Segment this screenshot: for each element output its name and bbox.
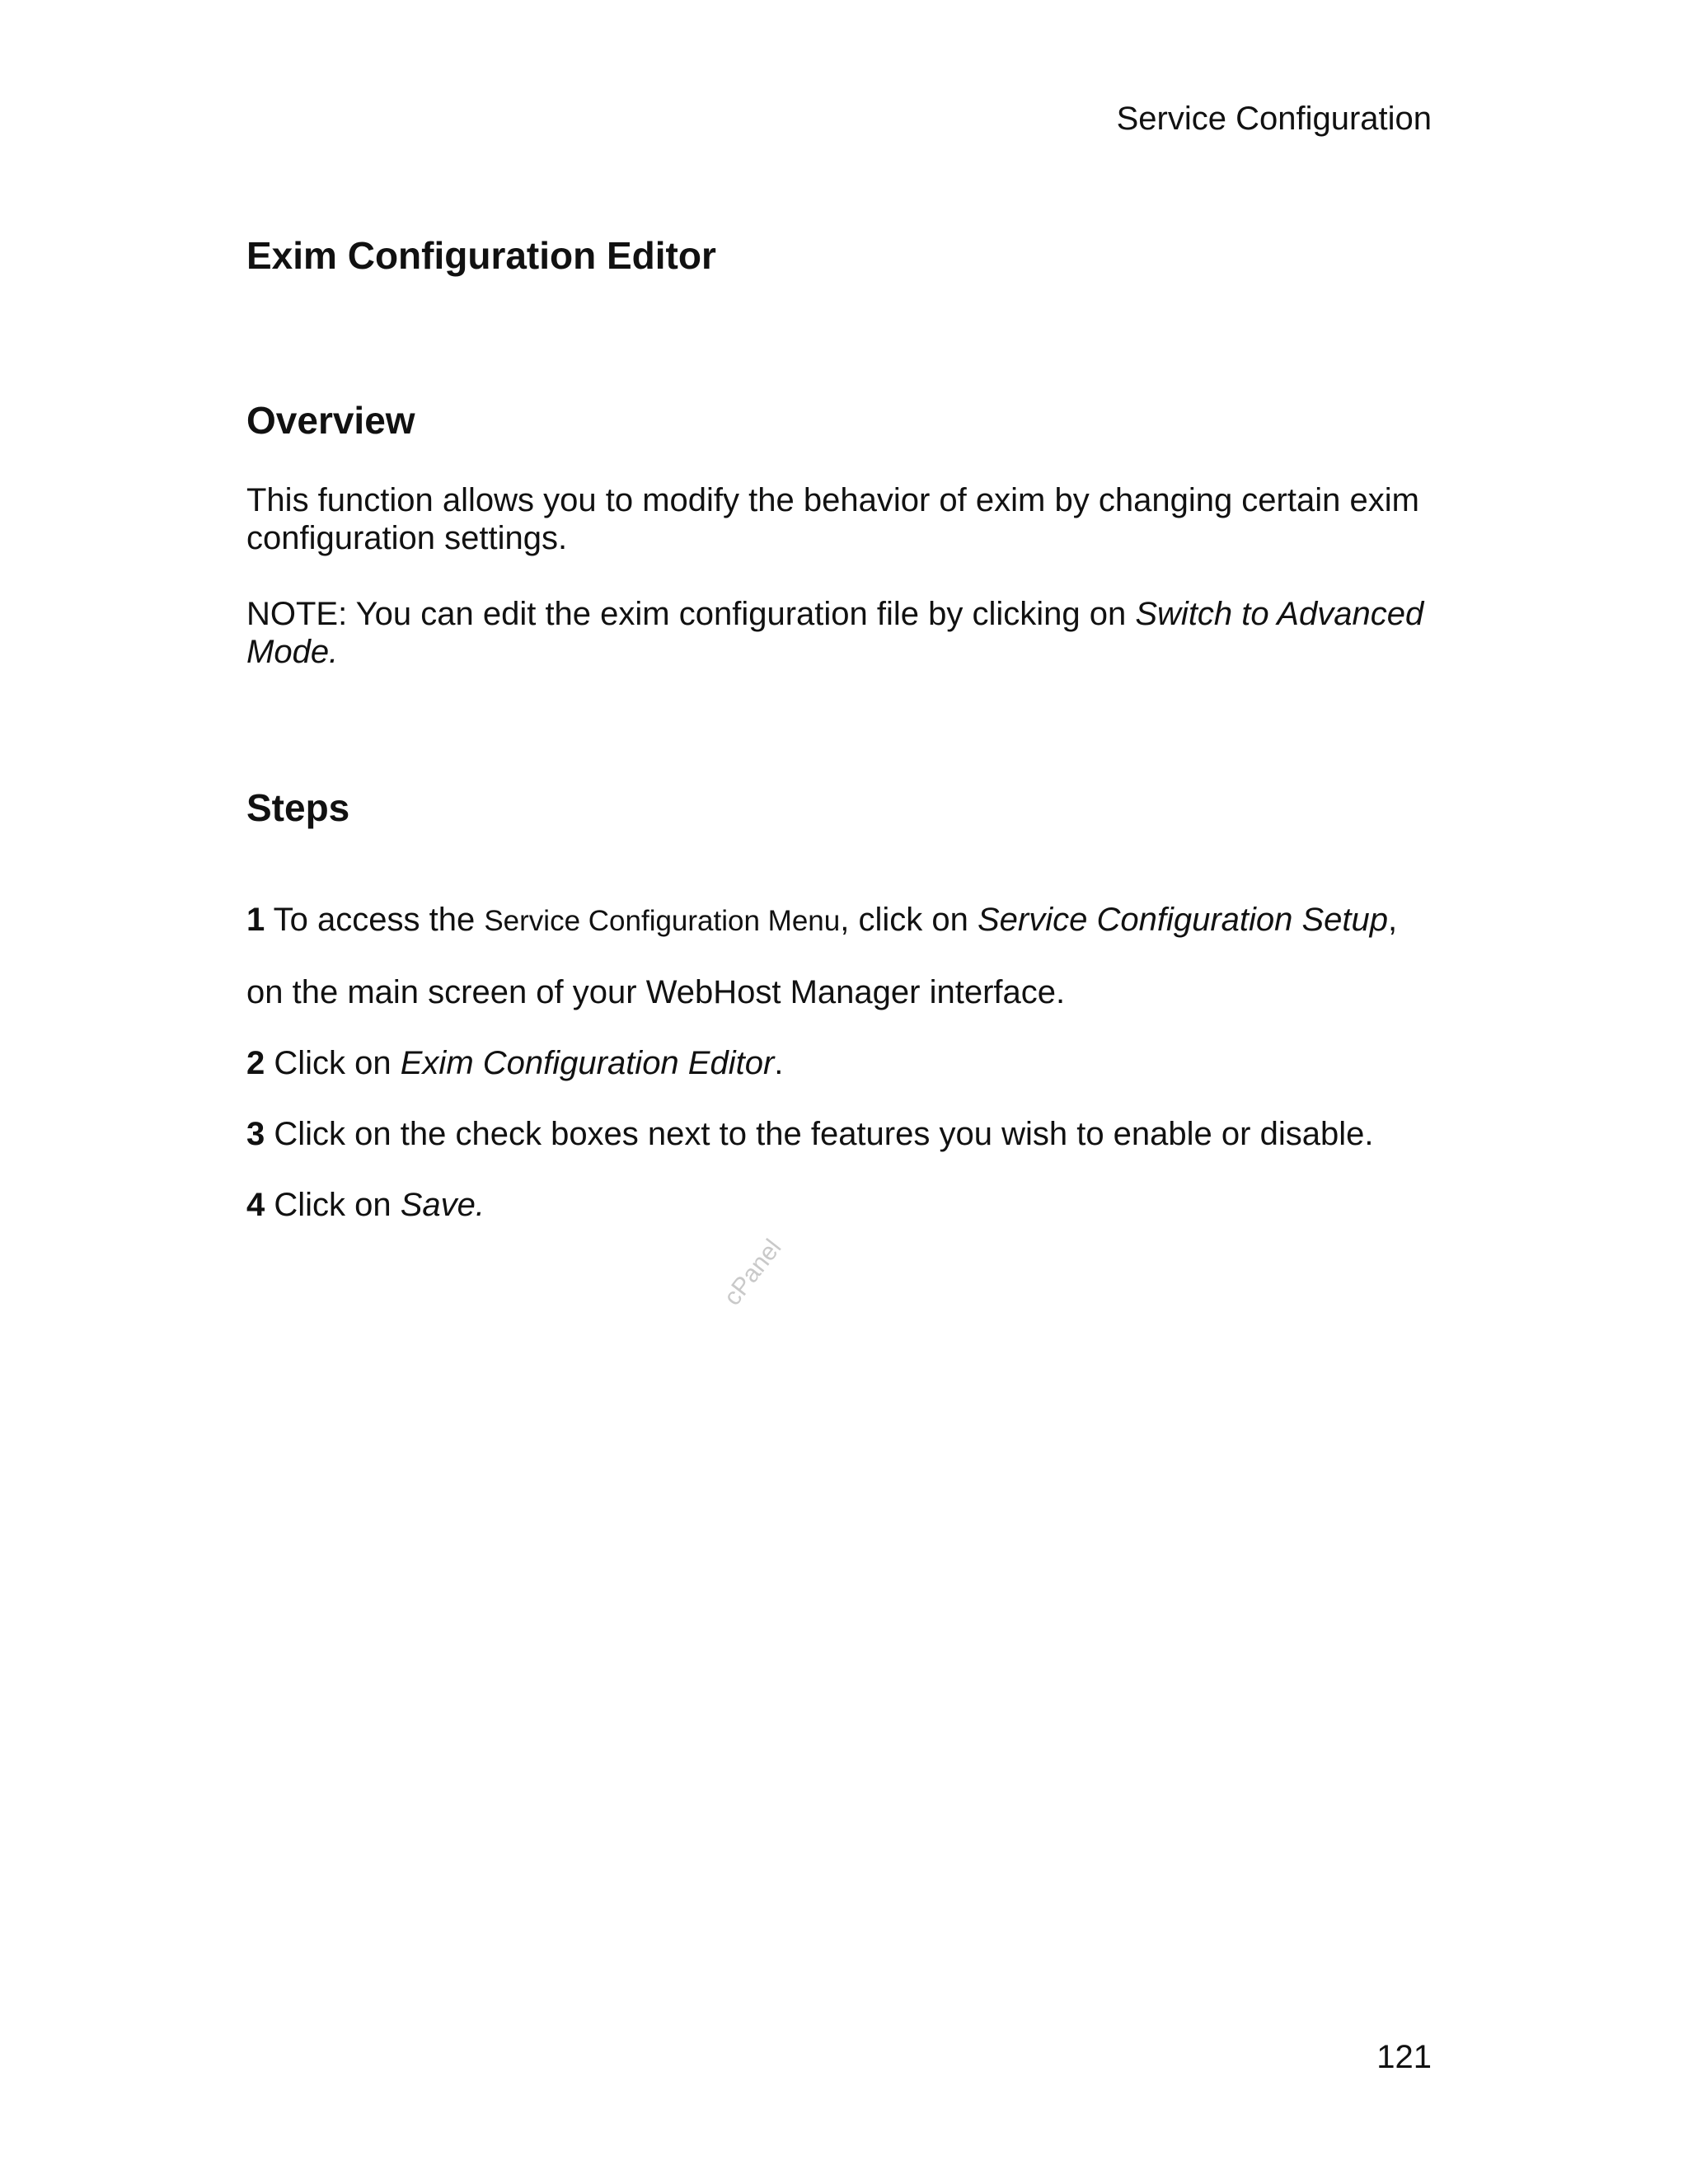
page-title: Exim Configuration Editor [246, 234, 716, 277]
step-1-text-c: , [1388, 902, 1398, 938]
overview-heading: Overview [246, 399, 415, 442]
watermark: cPanel [719, 1234, 787, 1311]
step-1-continuation: on the main screen of your WebHost Manager interface. [246, 974, 1066, 1010]
running-header: Service Configuration [1116, 101, 1432, 137]
step-1 [246, 898, 1397, 943]
step-1-text-a: To access the [265, 902, 485, 938]
page-number: 121 [1376, 2039, 1432, 2075]
overview-note [246, 595, 1433, 671]
step-4-number: 4 [246, 1187, 265, 1223]
step-1-text-b: , click on [840, 902, 978, 938]
save-reference: Save. [400, 1187, 485, 1223]
step-3 [246, 1113, 1373, 1155]
step-4-text-a: Click on [265, 1187, 401, 1223]
exim-configuration-editor-reference: Exim Configuration Editor [400, 1045, 775, 1081]
step-2-text-b: . [774, 1045, 784, 1081]
step-3-number: 3 [246, 1116, 265, 1152]
steps-heading: Steps [246, 786, 350, 829]
step-2 [246, 1042, 783, 1085]
overview-intro: This function allows you to modify the behavior of exim by changing certain exim configuration settings. [246, 482, 1419, 556]
step-3-text: Click on the check boxes next to the features you wish to enable or disable. [265, 1116, 1374, 1152]
step-2-text-a: Click on [265, 1045, 401, 1081]
service-configuration-setup-reference: Service Configuration Setup [977, 902, 1389, 938]
advanced-mode-reference: Switch to Advanced Mode. [246, 596, 1424, 670]
step-1-number: 1 [246, 902, 265, 938]
step-2-number: 2 [246, 1045, 265, 1081]
step-1-menu-name: Service Configuration Menu [484, 905, 841, 937]
note-text: NOTE: You can edit the exim configuration file by clicking on [246, 596, 1136, 632]
step-4 [246, 1183, 485, 1226]
